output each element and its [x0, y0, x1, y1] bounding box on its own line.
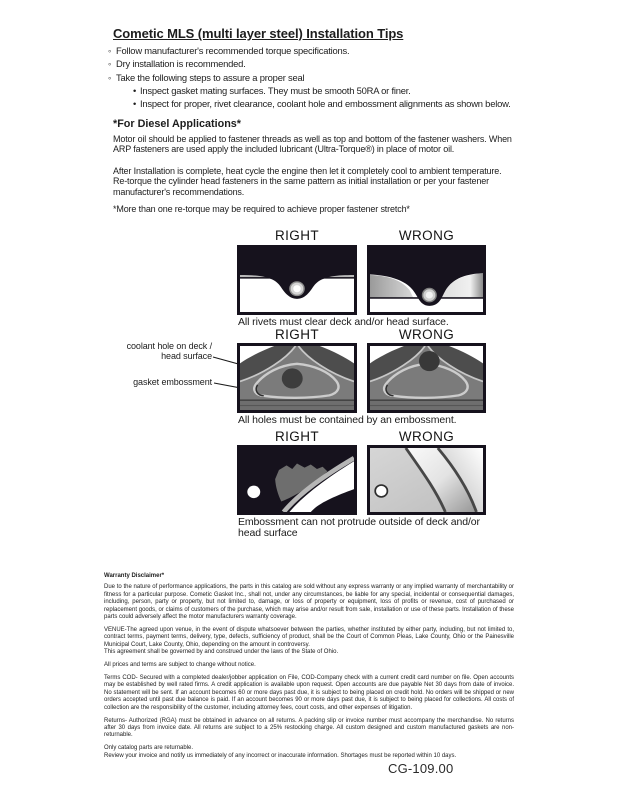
list-item [108, 71, 578, 84]
open-bullet-icon: ◦ [108, 45, 112, 56]
diagram-hole-right [237, 343, 357, 413]
list-item-text: Dry installation is recommended. [116, 58, 246, 70]
governing-law-line: This agreement shall be governed by and construed under the laws of the State of Ohio. [104, 649, 339, 656]
list-item-text: Take the following steps to assure a proper seal [116, 71, 305, 83]
diagram-hole-wrong [367, 343, 486, 413]
warranty-paragraph: Due to the nature of performance applications, the parts in this catalog are sold without any express warranty or any implied warranty of merchantability or fitness for a particular purpose. Cometic Gasket Inc., shall not, under any circumstances, be liable for any special, incidental or consequential damages, including, person, party or property, but not limited to, damage, or loss of property or equipment, loss of profits or revenue, cost of purchased or replacement goods, or claims of customers of the purchase, which may arise and/or result from sale, installation or use of these parts. Installation of these parts could adversely affect the motor manufacturers warranty coverage. [104, 584, 514, 621]
wrong-label: WRONG [398, 228, 455, 243]
wrong-label: WRONG [398, 327, 455, 342]
wrong-label: WRONG [398, 429, 455, 444]
list-item [108, 44, 578, 57]
venue-paragraph: VENUE-The agreed upon venue, in the event of dispute whatsoever between the parties, whether instituted by either party, including, but not limited to, contract terms, payment terms, delivery, type, defects, sufficiency of product, shall be the Court of Common Pleas, Lake County, Ohio or the Painesville Municipal Court, Lake County, Ohio, depending on the amount in controversy. [104, 626, 514, 648]
diagram-protrusion-right [237, 445, 357, 515]
page-number: CG-109.00 [388, 761, 454, 776]
tips-list [108, 44, 578, 110]
figure-caption: Embossment can not protrude outside of deck and/or head surface [238, 516, 480, 539]
prices-line: All prices and terms are subject to change without notice. [104, 662, 256, 669]
list-item [108, 57, 578, 70]
warranty-disclaimer-section [104, 573, 514, 766]
figure-caption: All rivets must clear deck and/or head surface. [238, 316, 449, 328]
filled-bullet-icon: • [133, 84, 137, 96]
hole-wrong-diagram-icon [370, 346, 483, 410]
returns-paragraph: Returns- Authorized (RGA) must be obtained in advance on all returns. A packing slip or invoice number must accompany the merchandise. No returns after 30 days from invoice date. All returns are subject to a 25% restocking charge. All custom designed and custom manufactured gaskets are non-returnable. [104, 717, 514, 739]
hole-right-diagram-icon [240, 346, 354, 410]
coolant-hole-annotation: coolant hole on deck / head surface [126, 341, 212, 362]
diesel-heading: *For Diesel Applications* [113, 118, 241, 130]
rivet-right-diagram-icon [240, 248, 354, 312]
figure-caption: All holes must be contained by an embossment. [238, 414, 457, 426]
terms-paragraph: Terms COD- Secured with a completed dealer/jobber application on File, COD-Company check with a current credit card number on file. Open accounts may be established by well rated firms. A credit application is available upon request. Open accounts are due payable Net 30 days from date of invoice. No statement will be sent. If an account becomes 60 or more days past due, it is subject to being placed on credit hold. No orders will be shipped or new orders accepted until past due balance is paid. If an account becomes 90 or more days past due, it is subject to being placed for collections. All costs of collection are the responsibility of the customer, including attorney fees, court costs, and other expenses of litigation. [104, 674, 514, 711]
diagram-rivet-wrong [367, 245, 486, 315]
list-item [108, 97, 578, 110]
diagram-protrusion-wrong [367, 445, 486, 515]
list-item-text: Inspect gasket mating surfaces. They must be smooth 50RA or finer. [140, 84, 411, 96]
protrusion-right-diagram-icon [240, 448, 354, 512]
list-item [108, 84, 578, 97]
rivet-wrong-diagram-icon [370, 248, 483, 312]
protrusion-wrong-diagram-icon [370, 448, 483, 512]
filled-bullet-icon: • [133, 98, 137, 110]
catalog-parts-line: Only catalog parts are returnable. [104, 745, 194, 752]
diagram-rivet-right [237, 245, 357, 315]
gasket-embossment-annotation: gasket embossment [133, 377, 212, 387]
diesel-paragraph-1: Motor oil should be applied to fastener threads as well as top and bottom of the fastener washers. When ARP fasteners are used apply the included lubricant (Ultra-Torque®) in place of motor oil. [113, 134, 512, 155]
diesel-paragraph-2: After Installation is complete, heat cycle the engine then let it completely cool to ambient temperature. Re-torque the cylinder head fasteners in the same pattern as initial installation or per your fastener manufacturer's recommendations. [113, 166, 502, 197]
right-label: RIGHT [275, 228, 319, 243]
warranty-heading: Warranty Disclaimer* [104, 573, 165, 579]
list-item-text: Follow manufacturer's recommended torque specifications. [116, 45, 350, 56]
list-item-text: Inspect for proper, rivet clearance, coolant hole and embossment alignments as shown below. [140, 98, 511, 110]
page-title: Cometic MLS (multi layer steel) Installation Tips [113, 26, 404, 41]
right-label: RIGHT [275, 429, 319, 444]
open-bullet-icon: ◦ [108, 71, 112, 83]
retorque-note: *More than one re-torque may be required to achieve proper fastener stretch* [113, 204, 410, 214]
review-invoice-line: Review your invoice and notify us immediately of any incorrect or inaccurate information. Shortages must be reported within 10 days. [104, 752, 457, 759]
open-bullet-icon: ◦ [108, 58, 112, 70]
right-label: RIGHT [275, 327, 319, 342]
